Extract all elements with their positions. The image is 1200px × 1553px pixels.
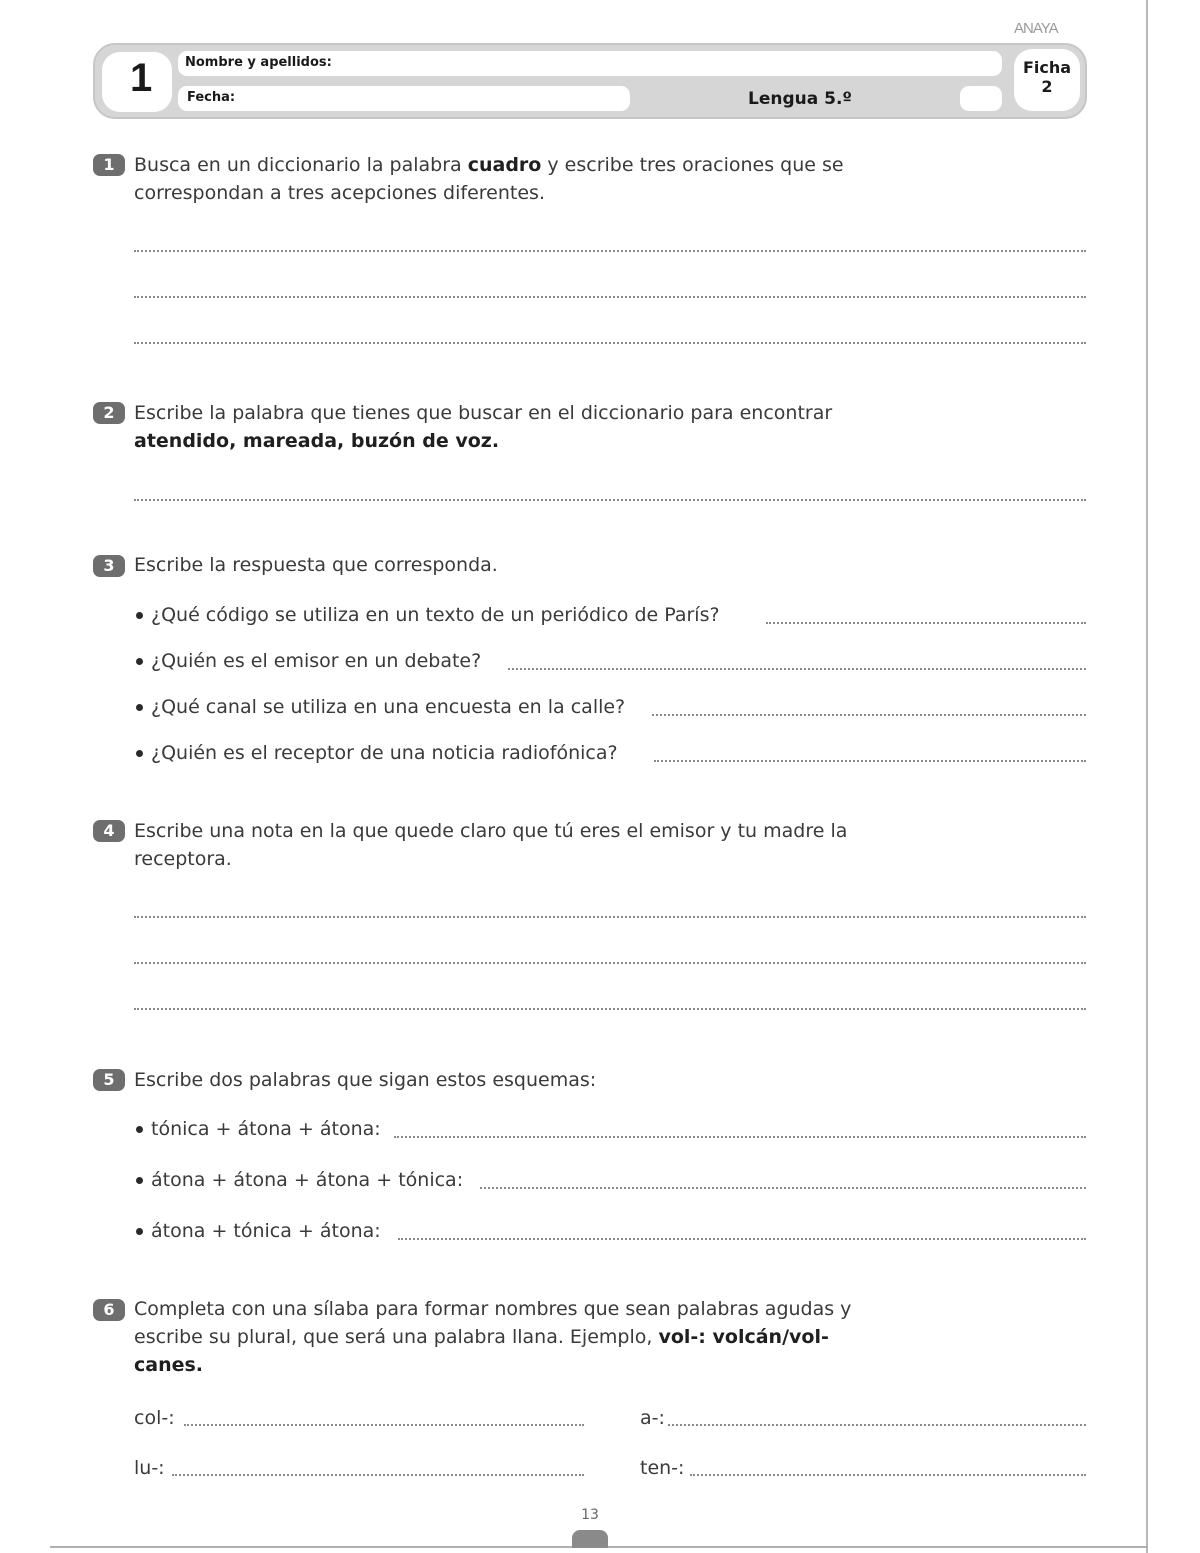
answer-line[interactable] <box>394 1136 1086 1138</box>
question-item <box>136 742 618 764</box>
exercise-2-keywords: atendido, mareada, buzón de voz. <box>134 430 500 452</box>
item-label: ten-: <box>640 1457 685 1479</box>
pattern-text: átona + tónica + átona: <box>151 1220 381 1242</box>
answer-line[interactable] <box>134 250 1086 252</box>
pattern-item <box>136 1118 381 1140</box>
answer-line[interactable] <box>508 668 1086 670</box>
answer-line[interactable] <box>134 916 1086 918</box>
exercise-4-instruction: Escribe una nota en la que quede claro que tú eres el emisor y tu madre la receptora. <box>134 820 848 870</box>
bullet-icon <box>136 1228 143 1235</box>
answer-line[interactable] <box>654 760 1086 762</box>
exercise-6-example: vol-: volcán/vol-canes. <box>134 1326 829 1376</box>
exercise-6-instruction <box>134 1295 884 1379</box>
unit-number: 1 <box>130 56 153 100</box>
answer-line[interactable] <box>134 962 1086 964</box>
exercise-6-number: 6 <box>93 1299 125 1321</box>
exercise-2-instruction <box>134 399 884 455</box>
question-text: ¿Quién es el receptor de una noticia radiofónica? <box>151 742 618 764</box>
subject-label: Lengua 5.º <box>748 89 853 109</box>
exercise-4-number: 4 <box>93 820 125 842</box>
answer-line[interactable] <box>652 714 1086 716</box>
extra-field[interactable] <box>960 86 1002 111</box>
bullet-icon <box>136 1177 143 1184</box>
exercise-1-text: Busca en un diccionario la palabra <box>134 154 468 176</box>
item-label: lu-: <box>134 1457 165 1479</box>
bullet-icon <box>136 1126 143 1133</box>
bullet-icon <box>136 612 143 619</box>
answer-line[interactable] <box>668 1424 1086 1426</box>
publisher-logo: ANAYA <box>1014 20 1058 37</box>
item-label: col-: <box>134 1407 175 1429</box>
pattern-item <box>136 1169 463 1191</box>
name-label: Nombre y apellidos: <box>185 55 332 70</box>
pattern-item <box>136 1220 381 1242</box>
exercise-5-instruction: Escribe dos palabras que sigan estos esquemas: <box>134 1069 597 1091</box>
ficha-badge <box>1014 49 1080 111</box>
date-label: Fecha: <box>187 90 236 105</box>
answer-line[interactable] <box>134 296 1086 298</box>
exercise-3-number: 3 <box>93 555 125 577</box>
question-item <box>136 650 481 672</box>
bullet-icon <box>136 750 143 757</box>
exercise-1-number: 1 <box>93 154 125 176</box>
exercise-3-instruction: Escribe la respuesta que corresponda. <box>134 554 498 576</box>
exercise-2-text: Escribe la palabra que tienes que buscar en el diccionario para encontrar <box>134 402 833 424</box>
answer-line[interactable] <box>480 1187 1086 1189</box>
pattern-text: átona + átona + átona + tónica: <box>151 1169 464 1191</box>
question-text: ¿Qué canal se utiliza en una encuesta en la calle? <box>151 696 626 718</box>
answer-line[interactable] <box>184 1424 584 1426</box>
answer-line[interactable] <box>134 1008 1086 1010</box>
exercise-5-number: 5 <box>93 1069 125 1091</box>
question-text: ¿Qué código se utiliza en un texto de un periódico de París? <box>151 604 720 626</box>
exercise-1-text-end: y escribe tres oraciones que se correspondan a tres acepciones diferentes. <box>134 154 844 204</box>
question-item <box>136 604 720 626</box>
exercise-6-text: Completa con una sílaba para formar nombres que sean palabras agudas y escribe su plural, que será una palabra llana. Ejemplo, <box>134 1298 852 1348</box>
question-text: ¿Quién es el emisor en un debate? <box>151 650 482 672</box>
item-label: a-: <box>640 1407 665 1429</box>
ficha-label: Ficha <box>1022 58 1072 77</box>
answer-line[interactable] <box>134 342 1086 344</box>
page-tab <box>572 1530 608 1548</box>
answer-line[interactable] <box>172 1474 584 1476</box>
pattern-text: tónica + átona + átona: <box>151 1118 381 1140</box>
bullet-icon <box>136 658 143 665</box>
answer-line[interactable] <box>690 1474 1086 1476</box>
exercise-1-keyword: cuadro <box>467 154 542 176</box>
answer-line[interactable] <box>766 622 1086 624</box>
exercise-1-instruction <box>134 151 884 207</box>
date-field[interactable] <box>178 86 630 111</box>
question-item <box>136 696 625 718</box>
page-edge <box>1146 0 1148 1553</box>
page-number: 13 <box>581 1507 599 1523</box>
answer-line[interactable] <box>134 499 1086 501</box>
answer-line[interactable] <box>398 1238 1086 1240</box>
ficha-number: 2 <box>1041 77 1053 96</box>
exercise-2-number: 2 <box>93 402 125 424</box>
bullet-icon <box>136 704 143 711</box>
